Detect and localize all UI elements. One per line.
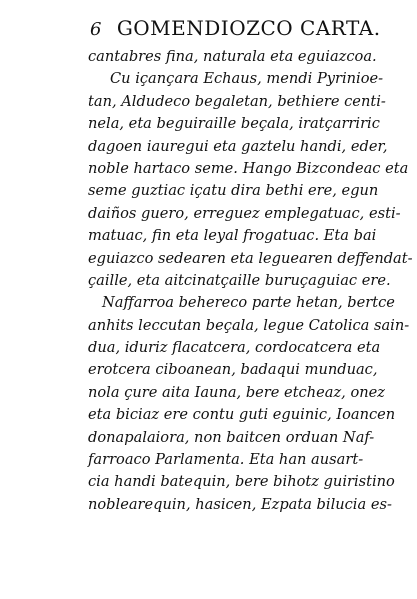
text-line: seme guztiac içatu dira bethi ere, egun [88,182,379,200]
text-line: farroaco Parlamenta. Eta han ausart- [88,451,364,469]
text-line: daiños guero, erreguez emplegatuac, esti- [88,204,401,222]
text-line: tan, Aldudeco begaletan, bethiere centi- [88,92,386,110]
text-line: eta biciaz ere contu guti eguinic, Ioancen [88,406,396,424]
page-number: 6 [90,19,102,40]
text-line: dagoen iauregui eta gaztelu handi, eder, [88,137,388,155]
text-line: dua, iduriz flacatcera, cordocatcera eta [88,339,381,357]
text-line: çaille, eta aitcinatçaille buruçaguiac ere. [88,271,391,289]
running-header [90,14,381,44]
text-line: donapalaiora, non baitcen orduan Naf- [88,428,375,446]
text-line: anhits leccutan beçala, legue Catolica sain- [88,316,410,334]
text-line: noble hartaco seme. Hango Bizcondeac eta [88,159,409,177]
text-line: Naffarroa behereco parte hetan, bertce [102,294,395,312]
text-line: nola çure aita Iauna, bere etcheaz, onez [88,383,385,401]
running-title: GOMENDIOZCO CARTA. [116,16,381,40]
text-line: cantabres fina, naturala eta eguiazcoa. [88,48,377,65]
text-line: eguiazco sedearen eta leguearen deffendat- [88,249,413,267]
text-line: noblearequin, hasicen, Ezpata bilucia es- [88,495,392,513]
text-line: nela, eta beguiraille beçala, iratçarriric [88,115,380,133]
text-line: cia handi batequin, bere bihotz guiristino [88,473,395,491]
text-line: matuac, fin eta leyal frogatuac. Eta bai [88,227,377,245]
text-line: erotcera ciboanean, badaqui munduac, [88,361,378,379]
text-line: Cu içançara Echaus, mendi Pyrinioe- [110,70,384,88]
body-text [88,46,413,516]
